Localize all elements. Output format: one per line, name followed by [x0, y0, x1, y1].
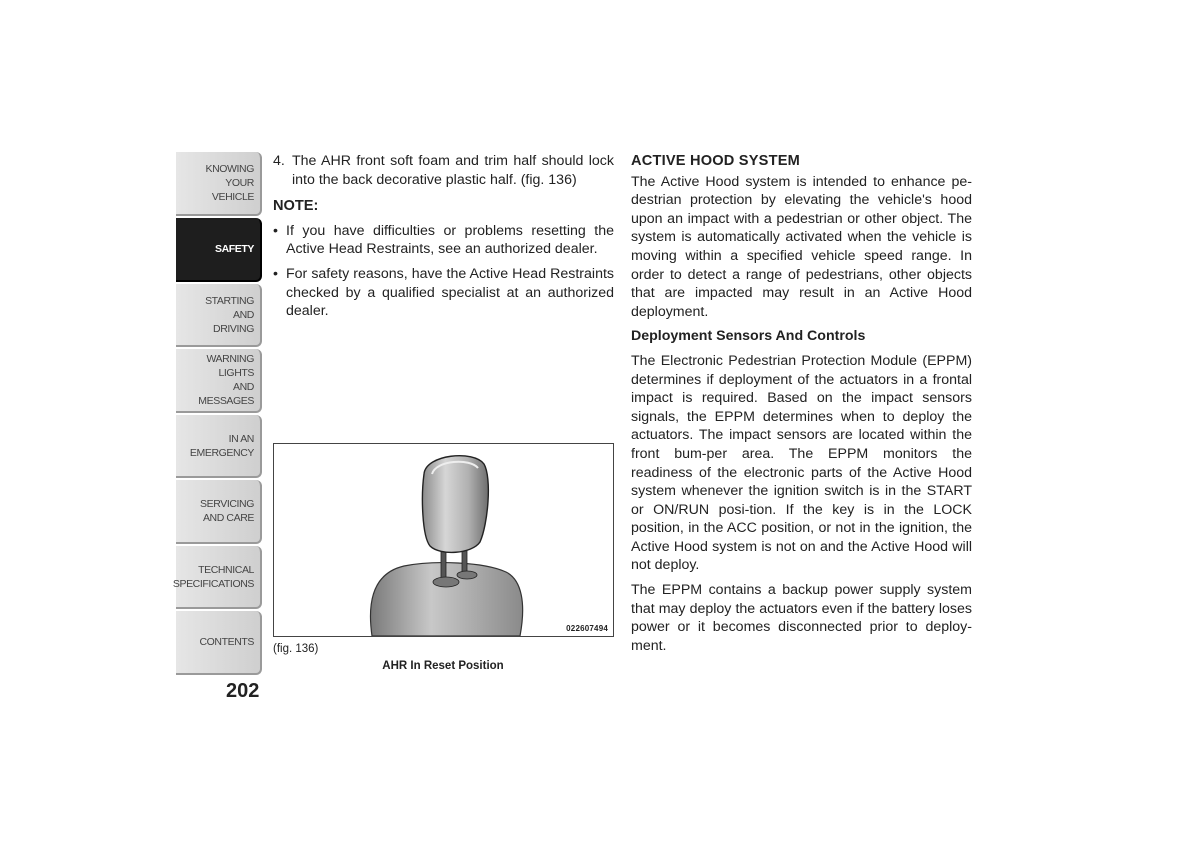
figure-code: 022607494 — [566, 624, 608, 633]
head-restraint-illustration — [274, 444, 613, 636]
body-paragraph: The Electronic Pedestrian Protection Module (EPPM) determines if deployment of the actuators in a frontal impact is required. Based on the impact sensors signals, the EPPM determines when to deploy the actuators. The impact sensors are located within the front bum-per area. The EPPM monitors the readiness of the electronic parts of the Active Hood system whenever the ignition switch is in the START or ON/RUN posi-tion. If the key is in the LOCK position, in the ACC position, or not in the ignition, the Active Hood system is not on and the Active Hood will not deploy. — [631, 352, 972, 574]
bullet-text: If you have difficulties or problems resetting the Active Head Restraints, see an authorized dealer. — [286, 222, 614, 258]
figure-caption: AHR In Reset Position — [382, 660, 504, 672]
page-number: 202 — [226, 680, 260, 702]
bullet-symbol: • — [273, 222, 278, 239]
tab-label: KNOWING YOUR VEHICLE — [205, 163, 254, 203]
tab-label: TECHNICAL SPECIFICATIONS — [172, 563, 254, 590]
intro-paragraph: The Active Hood system is intended to enhance pe-destrian protection by elevating the vehicle's hood upon an impact with a pedestrian or other object. The system is automatically activated when the vehicle is moving within a specified vehicle speed range. In order to detect a range of pedestrians, other objects that are impacted may result in an Active Hood deployment. — [631, 173, 972, 320]
tab-label: STARTING AND DRIVING — [205, 294, 254, 335]
note-bullet — [273, 265, 614, 321]
note-bullet — [273, 222, 614, 259]
step-4 — [273, 152, 614, 189]
tab-in-an-emergency[interactable] — [176, 415, 262, 478]
figure-reference: (fig. 136) — [273, 643, 319, 655]
left-column — [273, 152, 614, 327]
step-text: The AHR front soft foam and trim half should lock into the back decorative plastic half. (fig. 136) — [292, 153, 614, 188]
body-paragraph: The EPPM contains a backup power supply system that may deploy the actuators even if the battery loses power or it becomes disconnected prior to deploy-ment. — [631, 582, 972, 654]
step-number: 4. — [273, 153, 285, 169]
tab-contents[interactable] — [176, 611, 262, 675]
tab-technical-specifications[interactable] — [172, 546, 262, 609]
tab-warning-lights-and-messages[interactable] — [176, 349, 262, 413]
tab-safety[interactable] — [176, 218, 262, 282]
tab-label: IN AN EMERGENCY — [189, 432, 254, 459]
chapter-tabs — [172, 152, 262, 677]
head-restraint-figure — [273, 443, 614, 637]
section-heading: ACTIVE HOOD SYSTEM — [631, 153, 801, 169]
bullet-symbol: • — [273, 265, 278, 282]
tab-starting-and-driving[interactable] — [176, 284, 262, 347]
tab-label: SAFETY — [214, 243, 254, 255]
bullet-text: For safety reasons, have the Active Head Restraints checked by a qualified specialist at an authorized dealer. — [286, 265, 614, 320]
tab-label: WARNING LIGHTS AND MESSAGES — [198, 353, 254, 407]
right-column — [631, 152, 972, 661]
tab-knowing-your-vehicle[interactable] — [176, 152, 262, 216]
tab-servicing-and-care[interactable] — [176, 480, 262, 544]
note-heading: NOTE: — [273, 198, 319, 215]
subsection-heading: Deployment Sensors And Controls — [631, 328, 866, 345]
tab-label: SERVICING AND CARE — [200, 498, 254, 524]
tab-label: CONTENTS — [199, 636, 254, 648]
